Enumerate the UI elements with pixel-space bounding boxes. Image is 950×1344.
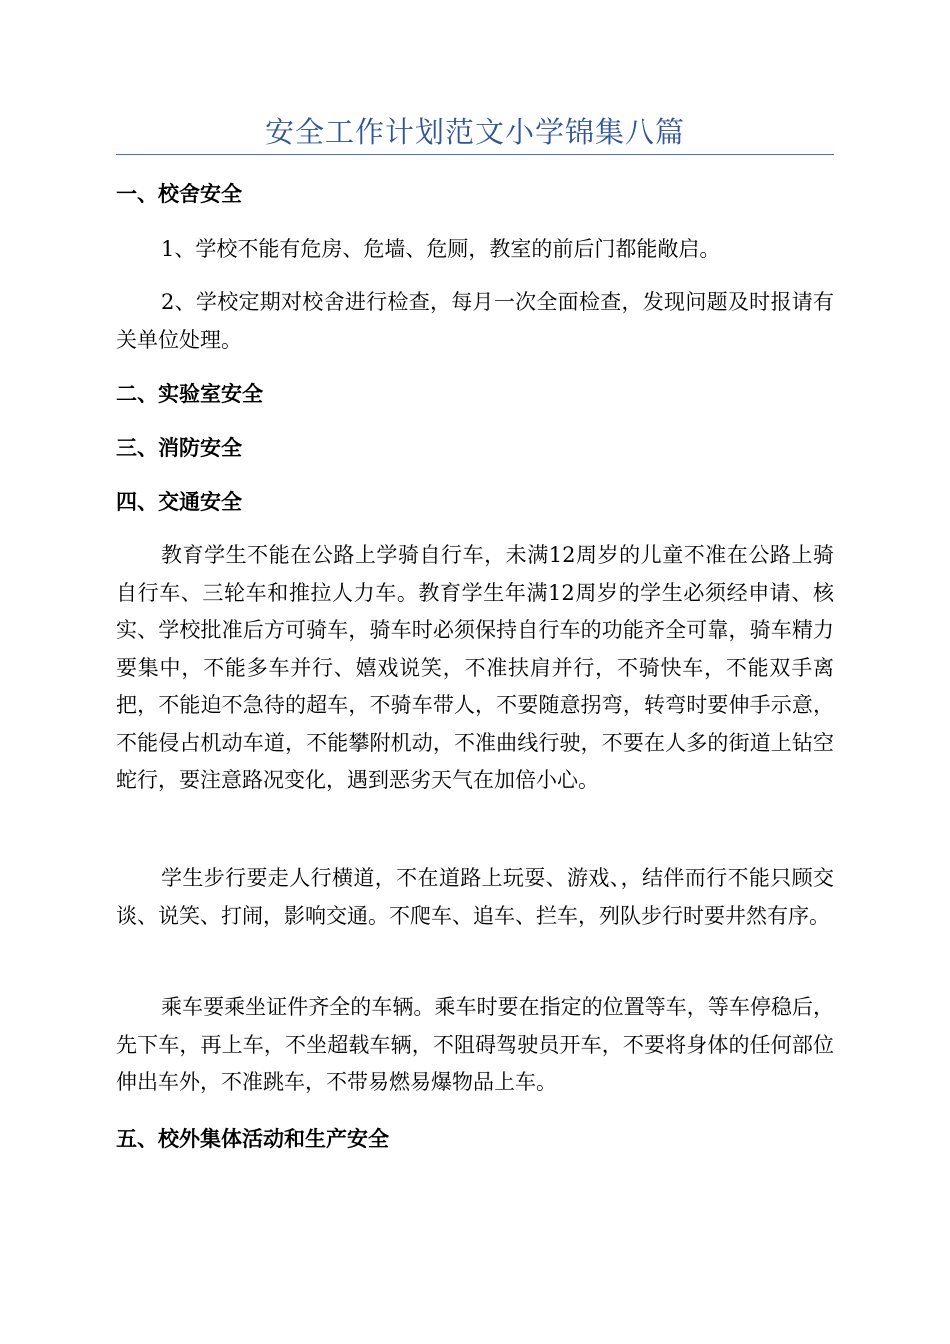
section-heading-laboratory: 二、实验室安全 <box>116 382 263 406</box>
paragraph-traffic-walking: 学生步行要走人行横道，不在道路上玩耍、游戏、，结伴而行不能只顾交谈、说笑、打闹，影响交通。不爬车、追车、拦车，列队步行时要井然有序。 <box>116 866 834 928</box>
section-heading-outdoor-activities: 五、校外集体活动和生产安全 <box>116 1127 389 1151</box>
section-heading-school-buildings: 一、校舍安全 <box>116 182 242 206</box>
paragraph-building-1: 1、学校不能有危房、危墙、危厕，教室的前后门都能敞启。 <box>161 237 721 261</box>
paragraph-traffic-riding: 乘车要乘坐证件齐全的车辆。乘车时要在指定的位置等车，等车停稳后，先下车，再上车，不坐超载车辆，不阻碍驾驶员开车，不要将身体的任何部位伸出车外，不准跳车，不带易燃易爆物品上车。 <box>116 995 834 1094</box>
document-title: 安全工作计划范文小学锦集八篇 <box>264 115 685 149</box>
paragraph-building-2: 2、学校定期对校舍进行检查，每月一次全面检查，发现问题及时报请有关单位处理。 <box>116 290 834 352</box>
paragraph-traffic-cycling: 教育学生不能在公路上学骑自行车，未满12周岁的儿童不准在公路上骑自行车、三轮车和推拉人力车。教育学生年满12周岁的学生必须经申请、核实、学校批准后方可骑车，骑车时必须保持自行车的功能齐全可靠，骑车精力要集中，不能多车并行、嬉戏说笑，不准扶肩并行，不骑快车，不能双手离把，不能迫不急待的超车，不骑车带人，不要随意拐弯，转弯时要伸手示意，不能侵占机动车道，不能攀附机动，不准曲线行驶，不要在人多的街道上钻空蛇行，要注意路况变化，遇到恶劣天气在加倍小心。 <box>116 543 834 792</box>
section-heading-fire: 三、消防安全 <box>116 436 242 460</box>
title-underline <box>116 154 834 155</box>
section-heading-traffic: 四、交通安全 <box>116 490 242 514</box>
